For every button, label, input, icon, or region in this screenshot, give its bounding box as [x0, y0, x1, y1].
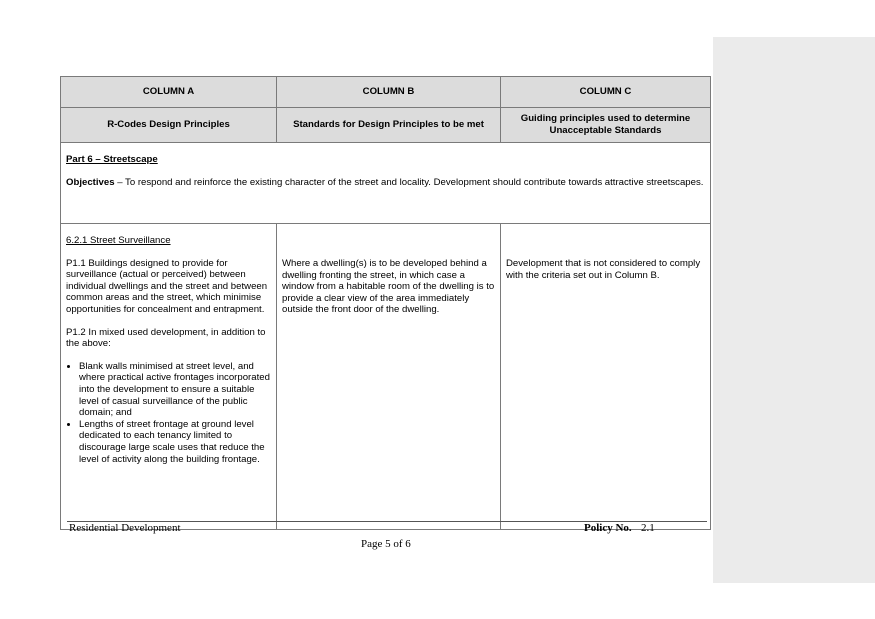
list-item: • Lengths of street frontage at ground level dedicated to each tenancy limited to discourage large scale uses that reduce the level of activity along the building frontage.: [79, 419, 271, 465]
principle-p1-1: P1.1 Buildings designed to provide for surveillance (actual or perceived) between individual dwellings and the street and between common areas and the street, which minimise opportunities for concealment and entrapment.: [66, 257, 268, 315]
header-column-b: COLUMN B: [277, 77, 501, 108]
comment-sidebar: [713, 37, 875, 583]
list-item: • Blank walls minimised at street level, and where practical active frontages incorporated into the development to ensure a suitable level of casual surveillance of the public domain; and: [79, 361, 271, 419]
design-principles-cell: [61, 224, 277, 530]
header-row-descriptions: [61, 108, 711, 143]
objectives-paragraph: [66, 177, 705, 189]
page-number: Page 5 of 6: [361, 538, 411, 550]
principle-p1-2: P1.2 In mixed used development, in addition to the above:: [66, 326, 266, 350]
unacceptable-text: Development that is not considered to comply with the criteria set out in Column B.: [506, 258, 701, 281]
standards-cell: [277, 224, 501, 530]
header-column-c: COLUMN C: [501, 77, 711, 108]
policy-table: [60, 76, 711, 530]
header-column-a: COLUMN A: [61, 77, 277, 108]
footer-left-text: Residential Development: [69, 522, 181, 534]
standards-text: Where a dwelling(s) is to be developed behind a dwelling fronting the street, in which case a window from a habitable room of the dwelling is to provide a clear view of the area immediately outside the front door of the dwelling.: [282, 258, 495, 316]
section-title: 6.2.1 Street Surveillance: [66, 235, 171, 246]
header-description-c: Guiding principles used to determine Unacceptable Standards: [501, 108, 711, 143]
objectives-text: – To respond and reinforce the existing character of the street and locality. Development should contribute towards attractive streetscapes.: [114, 176, 704, 188]
unacceptable-standards-cell: [501, 224, 711, 530]
footer-policy-number: 2.1: [641, 522, 655, 534]
principle-bullet-list: [66, 361, 271, 465]
section-row: [61, 224, 711, 530]
part-cell: [61, 143, 711, 224]
header-description-b: Standards for Design Principles to be met: [277, 108, 501, 143]
header-row-columns: [61, 77, 711, 108]
objectives-label: Objectives: [66, 176, 115, 188]
footer-policy-label: Policy No.: [584, 522, 632, 534]
part-row: [61, 143, 711, 224]
header-description-a: R-Codes Design Principles: [61, 108, 277, 143]
part-heading: Part 6 – Streetscape: [66, 154, 158, 165]
